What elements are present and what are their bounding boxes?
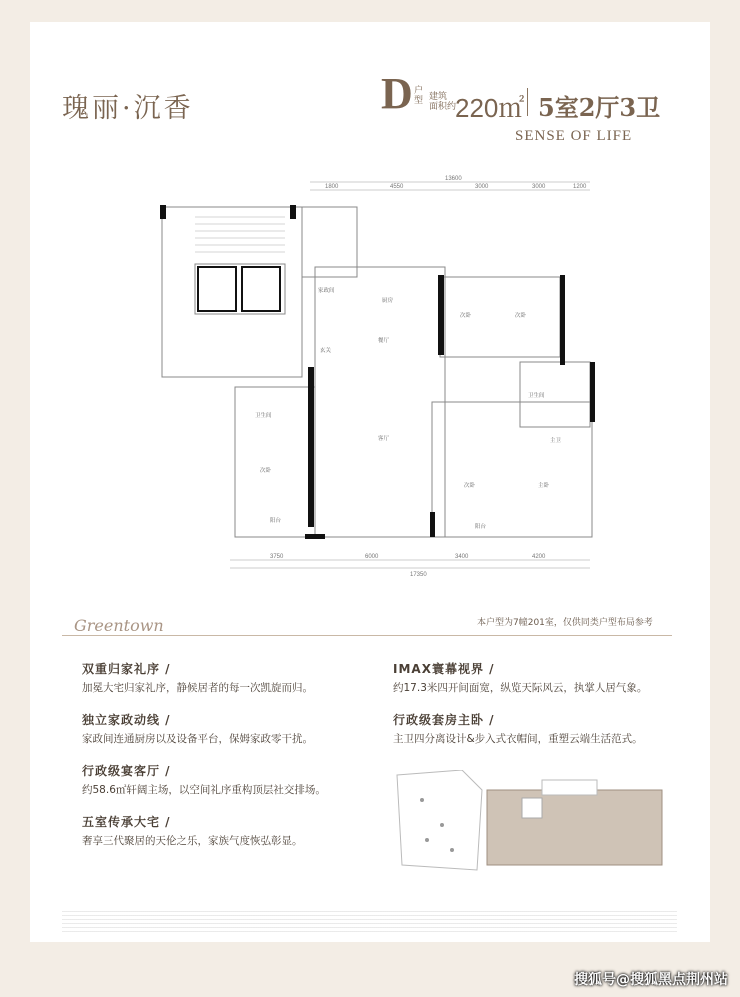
- feature-left-1-title: 双重归家礼序 /: [82, 662, 171, 676]
- unit-type-letter: D: [381, 69, 413, 118]
- room-foyer: 玄关: [320, 348, 332, 354]
- room-bed-1: 次卧: [460, 313, 472, 319]
- room-bath-1: 卫生间: [255, 413, 272, 419]
- dim-bottom-1: 3750: [270, 554, 284, 560]
- disclaimer-text: [62, 908, 677, 932]
- dim-top-4: 3000: [532, 184, 546, 190]
- room-master: 主卧: [538, 483, 550, 489]
- room-kitchen: 厨房: [382, 298, 394, 304]
- feature-right-2-title: 行政级套房主卧 /: [393, 713, 495, 727]
- unit-type-suffix: [414, 86, 423, 106]
- unit-type-suffix-2: 型: [414, 96, 424, 106]
- feature-right-2: [393, 711, 643, 746]
- feature-left-3-title: 行政级宴客厅 /: [82, 764, 171, 778]
- room-bed-4: 次卧: [260, 468, 272, 474]
- feature-left-2: [82, 711, 313, 746]
- area-label: [429, 92, 456, 112]
- feature-left-1: [82, 660, 313, 695]
- area-value: 220㎡: [455, 93, 525, 123]
- room-master-bath: 主卫: [550, 438, 562, 444]
- dim-top-1: 1800: [325, 184, 339, 190]
- room-bed-3: 次卧: [464, 483, 476, 489]
- watermark: 搜狐号@搜狐黑点荆州站: [574, 972, 728, 988]
- room-utility: 家政间: [318, 288, 335, 294]
- floor-plan: [120, 172, 620, 582]
- room-bed-2: 次卧: [515, 313, 527, 319]
- room-balcony-2: 阳台: [475, 524, 487, 530]
- feature-left-4: [82, 813, 303, 848]
- area-label-2: 面积约: [429, 102, 457, 112]
- dim-bottom-total: 17350: [410, 572, 427, 578]
- feature-left-4-title: 五室传承大宅 /: [82, 815, 171, 829]
- room-living: 客厅: [378, 436, 390, 442]
- dim-top-3: 3000: [475, 184, 489, 190]
- feature-left-1-desc: 加冕大宅归家礼序，静候居者的每一次凯旋而归。: [82, 682, 313, 694]
- dim-bottom-2: 6000: [365, 554, 379, 560]
- header-divider: [527, 88, 528, 116]
- dim-top-5: 1200: [573, 184, 587, 190]
- site-plan-thumbnail: [392, 770, 672, 880]
- feature-right-1: [393, 660, 647, 695]
- dim-top-2: 4550: [390, 184, 404, 190]
- feature-right-2-desc: 主卫四分离设计&步入式衣帽间，重塑云端生活范式。: [393, 733, 643, 745]
- project-title: 瑰丽·沉香: [62, 93, 194, 124]
- feature-left-3-desc: 约58.6㎡轩阔主场，以空间礼序重构顶层社交排场。: [82, 784, 326, 796]
- feature-left-3: [82, 762, 326, 797]
- room-bath-2: 卫生间: [528, 393, 545, 399]
- plan-note: 本户型为7幢201室，仅供同类户型布局参考: [477, 618, 653, 628]
- slogan: SENSE OF LIFE: [515, 128, 633, 144]
- dim-top-total: 13600: [445, 176, 462, 182]
- brand-logo-text: Greentown: [74, 616, 164, 635]
- unit-type-suffix-1: 户: [414, 86, 424, 96]
- dim-bottom-4: 4200: [532, 554, 546, 560]
- layout-text: 5室2厅3卫: [538, 93, 661, 122]
- feature-left-2-desc: 家政间连通厨房以及设备平台，保姆家政零干扰。: [82, 733, 313, 745]
- area-label-1: 建筑: [429, 92, 448, 102]
- dim-bottom-3: 3400: [455, 554, 469, 560]
- room-balcony-1: 阳台: [270, 518, 282, 524]
- feature-left-4-desc: 奢享三代聚居的天伦之乐，家族气度恢弘彰显。: [82, 835, 303, 847]
- feature-right-1-desc: 约17.3米四开间面宽，纵览天际风云，执掌人居气象。: [393, 682, 648, 694]
- brand-divider: [62, 635, 672, 636]
- feature-right-1-title: IMAX寰幕视界 /: [393, 662, 495, 676]
- room-dining: 餐厅: [378, 338, 390, 344]
- feature-left-2-title: 独立家政动线 /: [82, 713, 171, 727]
